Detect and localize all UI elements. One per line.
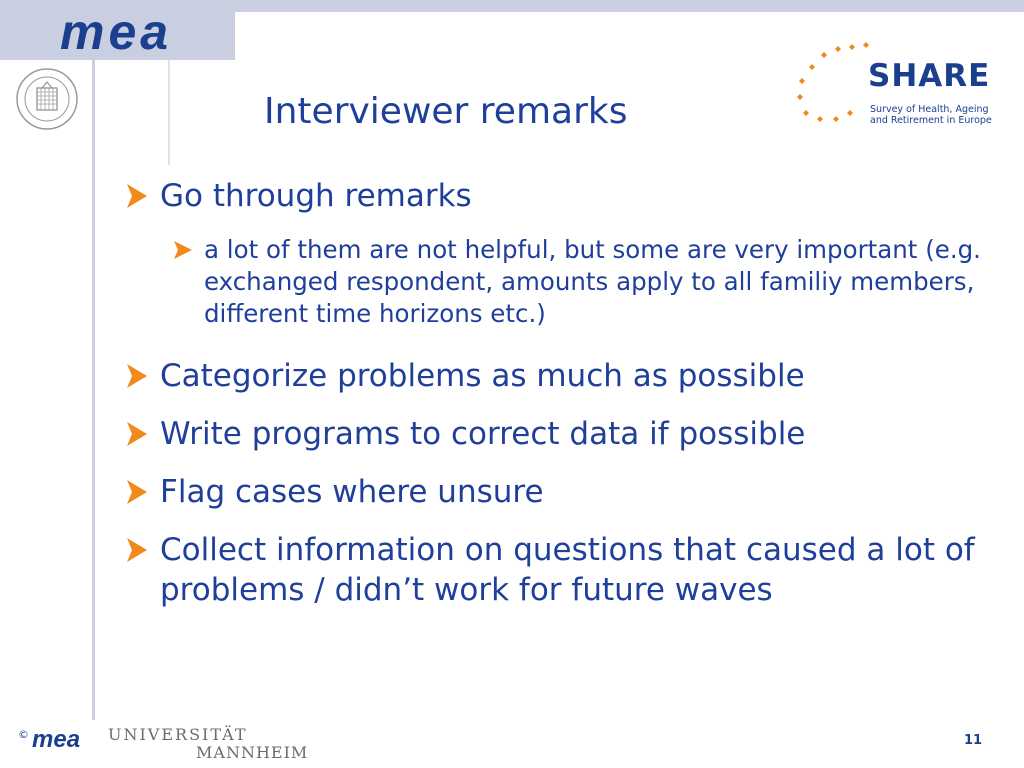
- bullet-text: Write programs to correct data if possible: [160, 416, 806, 452]
- arrow-bullet-icon: [124, 418, 150, 450]
- university-mannheim-logo: [108, 726, 308, 762]
- university-line2: MANNHEIM: [196, 743, 309, 762]
- mea-logo: mea: [60, 4, 173, 60]
- arrow-bullet-icon: [172, 238, 194, 262]
- bullet-item: [122, 356, 1002, 396]
- header-divider: [168, 60, 170, 165]
- bullet-item: [122, 530, 1002, 610]
- copyright-symbol: ©: [18, 728, 29, 741]
- bullet-text: Collect information on questions that caused a lot of problems / didn’t work for future waves: [160, 532, 975, 608]
- sub-bullet-text: a lot of them are not helpful, but some are very important (e.g. exchanged respondent, amounts apply to all familiy members, different time horizons etc.): [204, 235, 981, 328]
- bullet-item: [122, 176, 1002, 216]
- share-tagline-line1: Survey of Health, Ageing: [870, 104, 989, 115]
- page-number: 11: [964, 733, 983, 748]
- university-seal-icon: [14, 66, 80, 132]
- bullet-item: [122, 414, 1002, 454]
- share-wordmark: SHARE: [868, 58, 991, 94]
- share-tagline: [870, 104, 1010, 126]
- left-divider: [92, 60, 95, 720]
- share-tagline-line2: and Retirement in Europe: [870, 115, 992, 126]
- bullet-text: Go through remarks: [160, 178, 472, 214]
- arrow-bullet-icon: [124, 360, 150, 392]
- footer-mea-logo: mea: [32, 726, 81, 753]
- bullet-list: [122, 176, 1002, 628]
- sub-bullet-item: [122, 234, 1002, 330]
- bullet-text: Categorize problems as much as possible: [160, 358, 805, 394]
- share-stars-icon: [790, 36, 870, 136]
- header-logo-block: [0, 0, 235, 60]
- university-line1: UNIVERSITÄT: [108, 725, 248, 744]
- arrow-bullet-icon: [124, 534, 150, 566]
- arrow-bullet-icon: [124, 476, 150, 508]
- slide-title: Interviewer remarks: [264, 91, 628, 132]
- bullet-item: [122, 472, 1002, 512]
- share-logo: [790, 36, 1010, 136]
- arrow-bullet-icon: [124, 180, 150, 212]
- bullet-text: Flag cases where unsure: [160, 474, 544, 510]
